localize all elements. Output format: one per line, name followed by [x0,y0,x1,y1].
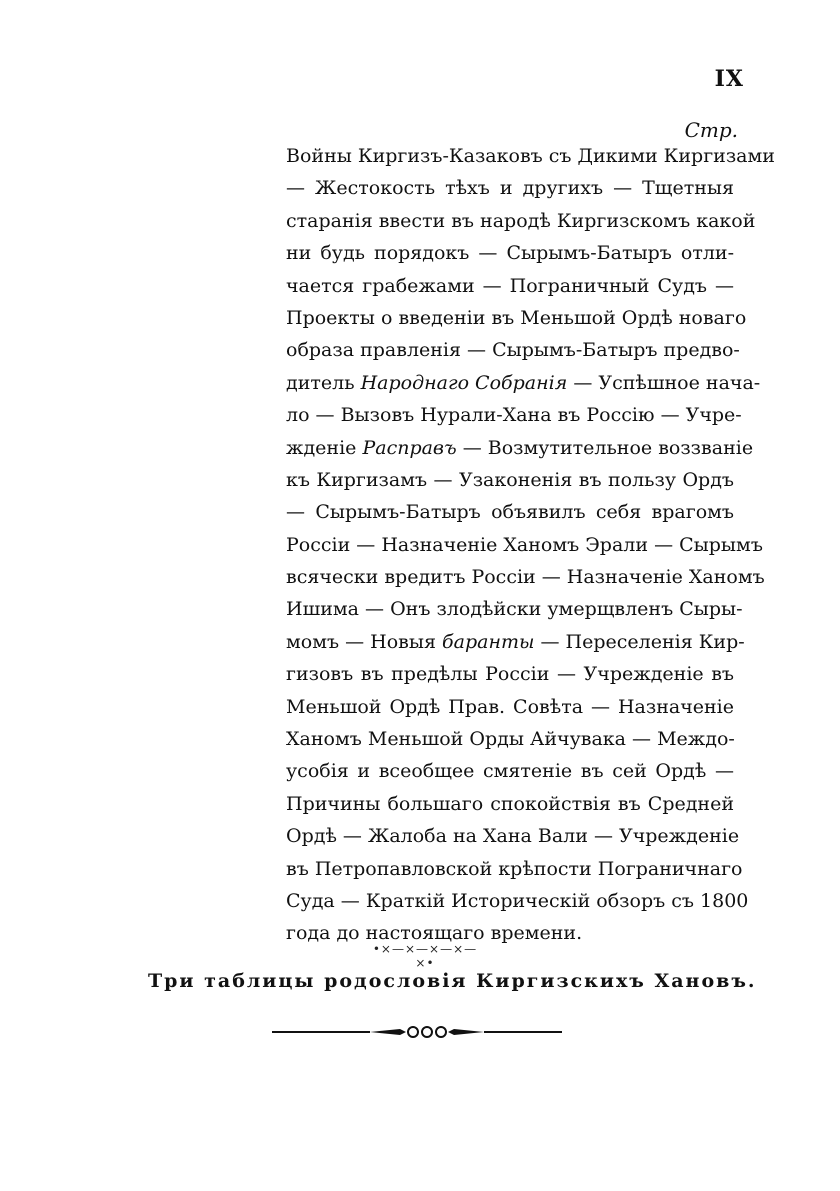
text-line: старанія ввести въ народѣ Киргизскомъ какой [286,209,756,232]
text-line: усобія и всеобщее смятеніе въ сей Ордѣ — [286,760,734,783]
text-line: Причины большаго спокойствія въ Средней [286,792,734,815]
text-line: образа правленія — Сырымъ-Батыръ предво- [286,339,740,362]
text-line: Суда — Краткій Историческій обзоръ съ 1800 [286,889,749,912]
text-line: Ордѣ — Жалоба на Хана Вали — Учрежденіе [286,825,740,848]
text-line: Проекты о введеніи въ Меньшой Ордѣ новаго [286,306,747,329]
text-line: Ханомъ Меньшой Орды Айчувака — Междо- [286,728,735,751]
italic-term: Расправъ [362,436,457,459]
italic-term: баранты [442,630,535,653]
text-line: Войны Киргизъ-Казаковъ съ Дикими Киргизами [286,145,775,167]
closing-rule-ornament [272,1020,562,1044]
text-line: всячески вредитъ Россіи — Назначеніе Ханомъ [286,566,765,589]
table-of-contents-text [286,140,775,950]
column-label: Стр. [684,118,738,142]
text-line: чается грабежами — Пограничный Судъ — [286,274,734,297]
italic-term: Народнаго Собранія [360,371,568,394]
small-divider-ornament: •×—×—×—×—×• [372,942,478,970]
text-line: Меньшой Ордѣ Прав. Совѣта — Назначеніе [286,695,734,718]
text-line: гизовъ въ предѣлы Россіи — Учрежденіе въ [286,663,734,686]
section-title: Три таблицы родословія Киргизскихъ Хановъ. [148,970,757,992]
text-line: года до настоящаго времени. [286,922,583,945]
text-line: ло — Вызовъ Нурали-Хана въ Россію — Учре- [286,404,742,427]
text-line: — Жестокость тѣхъ и другихъ — Тщетныя [286,177,734,200]
text-line: Россіи — Назначеніе Ханомъ Эрали — Сырымъ [286,533,763,556]
text-line: — Сырымъ-Батыръ объявилъ себя врагомъ [286,501,734,524]
text-line: дитель Народнаго Собранія — Успѣшное нача- [286,371,761,394]
text-line: Ишима — Онъ злодѣйски умерщвленъ Сыры- [286,598,743,621]
text-line: къ Киргизамъ — Узаконенія въ пользу Ордъ [286,468,734,491]
page-number: IX [714,66,744,92]
text-line: въ Петропавловской крѣпости Пограничнаго [286,857,743,880]
text-line: жденіе Расправъ — Возмутительное воззваніе [286,436,754,459]
text-line: ни будь порядокъ — Сырымъ-Батыръ отли- [286,242,734,265]
text-line: момъ — Новыя баранты — Переселенія Кир- [286,630,745,653]
